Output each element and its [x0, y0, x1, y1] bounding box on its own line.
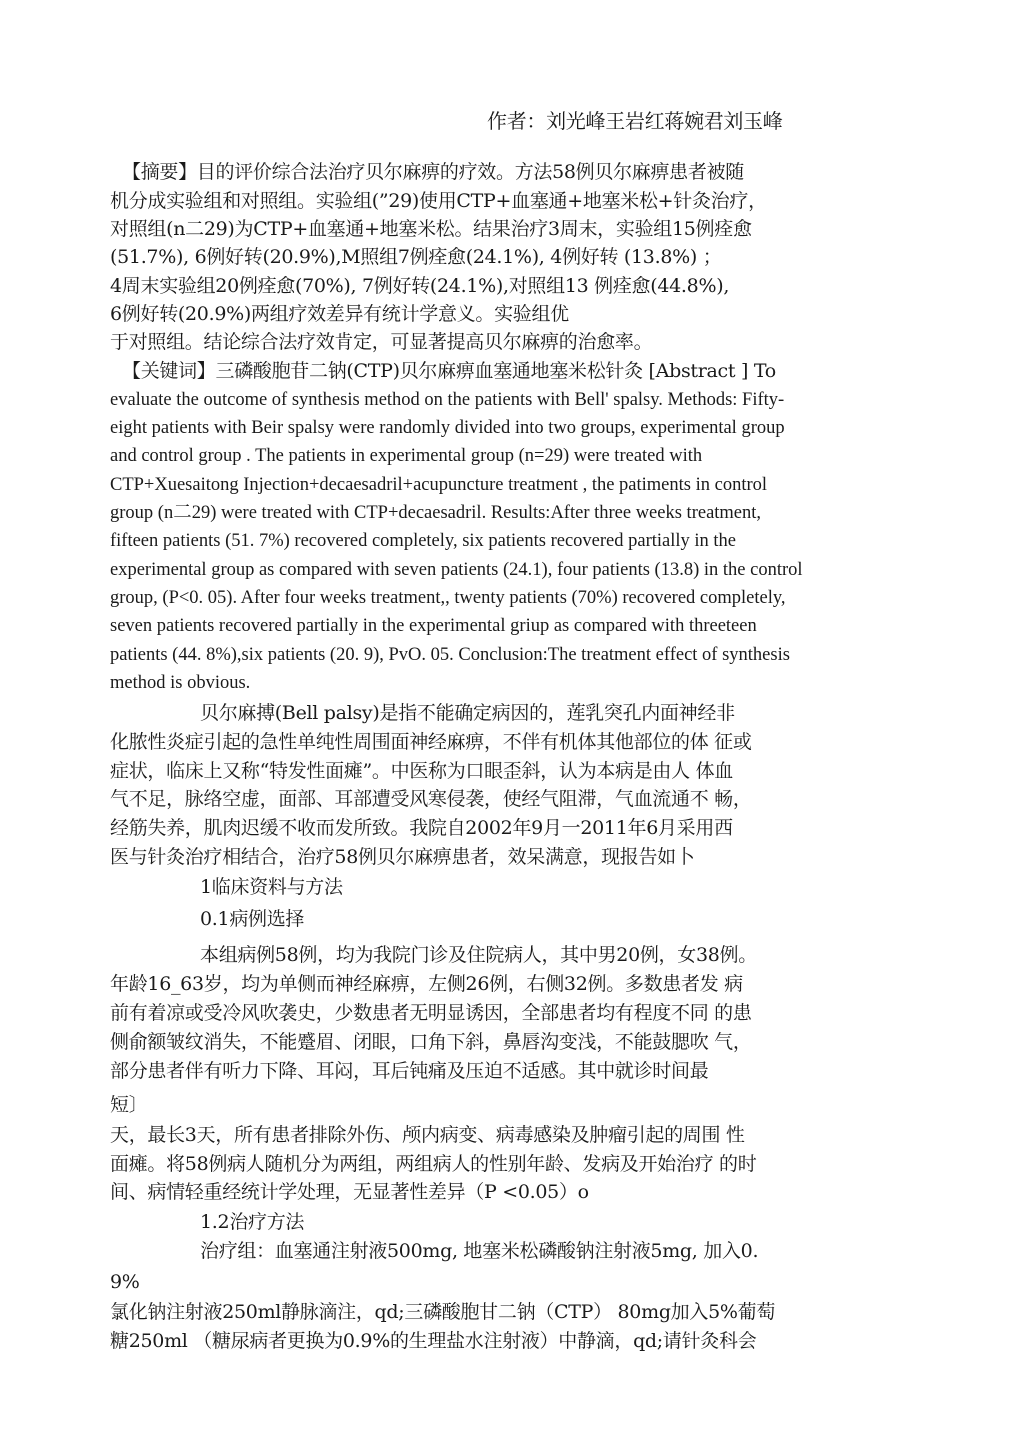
- abstract-line: 4周末实验组20例痊愈(70%), 7例好转(24.1%),对照组13 例痊愈(44.8%),: [110, 275, 730, 297]
- english-abstract-line: and control group . The patients in experimental group (n=29) were treated with: [110, 446, 703, 466]
- keywords-line: 【关键词】三磷酸胞苷二钠(CTP)贝尔麻痹血塞通地塞米松针灸 [Abstract ] To: [122, 360, 776, 382]
- intro-line: 化脓性炎症引起的急性单纯性周围面神经麻痹，不伴有机体其他部位的体 征或: [110, 731, 752, 753]
- english-abstract-line: fifteen patients (51. 7%) recovered completely, six patients recovered partially in the: [110, 531, 737, 551]
- intro-line: 症状，临床上又称“特发性面瘫”。中医称为口眼歪斜，认为本病是由人 体血: [110, 760, 733, 782]
- english-abstract-line: patients (44. 8%),six patients (20. 9), PvO. 05. Conclusion:The treatment effect of synthesis: [110, 645, 790, 665]
- treatment-line: 糖250ml （糖尿病者更换为0.9%的生理盐水注射液）中静滴，qd;请针灸科会: [110, 1330, 757, 1352]
- abstract-line: (51.7%), 6例好转(20.9%),M照组7例痊愈(24.1%), 4例好转 (13.8%) ；: [110, 246, 722, 268]
- abstract-line: 【摘要】目的评价综合法治疗贝尔麻痹的疗效。方法58例贝尔麻痹患者被随: [122, 161, 744, 183]
- subsection-heading: 0.1病例选择: [200, 908, 305, 930]
- intro-line: 医与针灸治疗相结合，治疗58例贝尔麻痹患者，效呆满意，现报告如卜: [110, 846, 695, 868]
- cases-line: 天，最长3天，所有患者排除外伤、颅内病变、病毒感染及肿瘤引起的周围 性: [110, 1124, 745, 1146]
- cases-line: 短〕: [110, 1094, 148, 1116]
- abstract-line: 对照组(n二29)为CTP+血塞通+地塞米松。结果治疗3周末，实验组15例痊愈: [110, 218, 752, 240]
- treatment-line: 9%: [110, 1271, 140, 1293]
- english-abstract-line: method is obvious.: [110, 673, 251, 693]
- cases-line: 前有着凉或受冷风吹袭史，少数患者无明显诱因，全部患者均有程度不同 的患: [110, 1002, 752, 1024]
- intro-line: 气不足，脉络空虚，面部、耳部遭受风寒侵袭，使经气阻滞，气血流通不 畅，: [110, 788, 752, 810]
- abstract-line: 于对照组。结论综合法疗效肯定，可显著提高贝尔麻痹的治愈率。: [110, 331, 653, 353]
- abstract-line: 机分成实验组和对照组。实验组(”29)使用CTP+血塞通+地塞米松+针灸治疗，: [110, 190, 767, 212]
- cases-line: 部分患者伴有听力下降、耳闷，耳后钝痛及压迫不适感。其中就诊时间最: [110, 1060, 709, 1082]
- treatment-line: 氯化钠注射液250ml静脉滴注，qd;三磷酸胞甘二钠（CTP） 80mg加入5%葡萄: [110, 1301, 776, 1323]
- section-heading: 1临床资料与方法: [200, 876, 343, 898]
- intro-line: 贝尔麻搏(Bell palsy)是指不能确定病因的，莲乳突孔内面神经非: [200, 702, 735, 724]
- english-abstract-line: CTP+Xuesaitong Injection+decaesadril+acupuncture treatment , the patiments in control: [110, 475, 768, 495]
- cases-line: 侧俞额皱纹消失，不能蹙眉、闭眼，口角下斜，鼻唇沟变浅，不能鼓腮吹 气，: [110, 1031, 752, 1053]
- english-abstract-line: evaluate the outcome of synthesis method on the patients with Bell' spalsy. Methods: Fifty-: [110, 390, 785, 410]
- treatment-line: 治疗组：血塞通注射液500mg, 地塞米松磷酸钠注射液5mg, 加入0.: [200, 1240, 759, 1262]
- english-abstract-line: seven patients recovered partially in the experimental griup as compared with threeteen: [110, 616, 757, 636]
- english-abstract-line: experimental group as compared with seven patients (24.1), four patients (13.8) in the control: [110, 560, 803, 580]
- abstract-line: 6例好转(20.9%)两组疗效差异有统计学意义。实验组优: [110, 303, 569, 325]
- cases-line: 间、病情轻重经统计学处理，无显著性差异（P <0.05）o: [110, 1181, 589, 1203]
- english-abstract-line: group (n二29) were treated with CTP+decaesadril. Results:After three weeks treatment,: [110, 503, 762, 523]
- cases-line: 本组病例58例，均为我院门诊及住院病人，其中男20例，女38例。: [200, 944, 757, 966]
- english-abstract-line: eight patients with Beir spalsy were randomly divided into two groups, experimental group: [110, 418, 785, 438]
- english-abstract-line: group, (P<0. 05). After four weeks treatment,, twenty patients (70%) recovered completely,: [110, 588, 786, 608]
- subsection-heading: 1.2治疗方法: [200, 1211, 305, 1233]
- cases-line: 年龄16_63岁，均为单侧而神经麻痹，左侧26例，右侧32例。多数患者发 病: [110, 973, 743, 995]
- author-line: 作者：刘光峰王岩红蒋婉君刘玉峰: [487, 109, 783, 133]
- cases-line: 面瘫。将58例病人随机分为两组，两组病人的性别年龄、发病及开始治疗 的时: [110, 1153, 757, 1175]
- intro-line: 经筋失养，肌肉迟缓不收而发所致。我院自2002年9月一2011年6月采用西: [110, 817, 733, 839]
